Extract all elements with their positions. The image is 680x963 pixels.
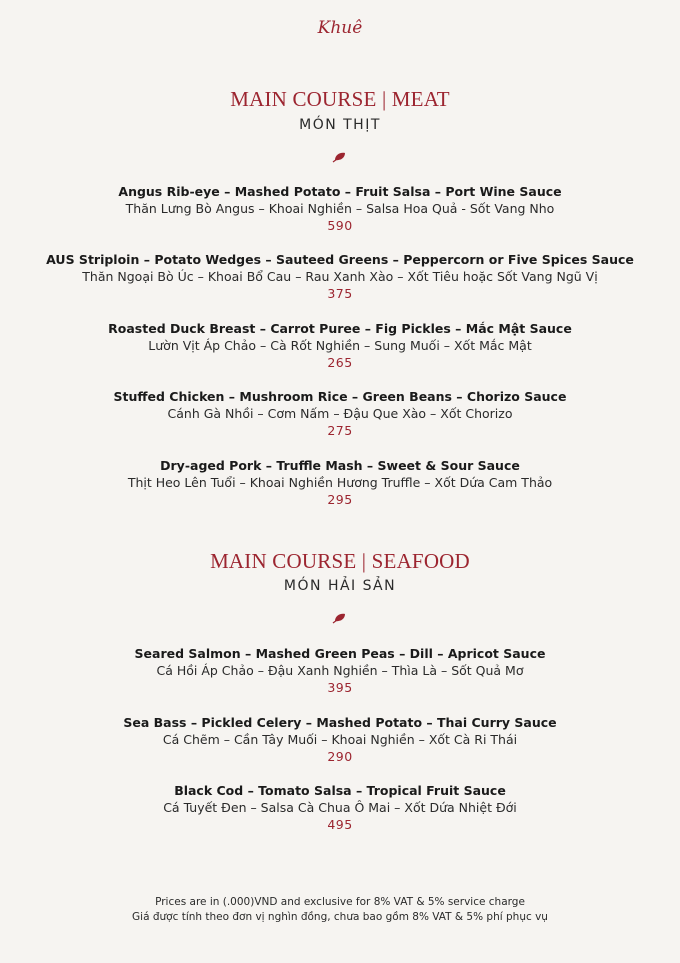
dish-price: 265 [327,355,353,370]
dish-item [0,388,680,439]
price-note-vi: Giá được tính theo đơn vị nghìn đồng, chưa bao gồm 8% VAT & 5% phí phục vụ [132,911,548,923]
dish-name-vi: Lườn Vịt Áp Chảo – Cà Rốt Nghiền – Sung Muối – Xốt Mắc Mật [148,338,532,353]
dish-name-en: AUS Striploin – Potato Wedges – Sauteed Greens – Peppercorn or Five Spices Sauce [46,252,634,267]
dish-price: 590 [327,218,353,233]
dish-name-vi: Thăn Lưng Bò Angus – Khoai Nghiền – Salsa Hoa Quả - Sốt Vang Nho [125,201,555,216]
dish-price: 275 [327,423,353,438]
dish-item [0,320,680,371]
dish-price: 295 [327,492,353,507]
dish-item [0,714,680,765]
dish-name-vi: Cá Hồi Áp Chảo – Đậu Xanh Nghiền – Thìa Là – Sốt Quả Mơ [156,663,524,678]
dish-name-en: Dry-aged Pork – Truffle Mash – Sweet & Sour Sauce [160,458,520,473]
price-note [0,895,680,925]
section-title-seafood: MAIN COURSE | SEAFOOD [210,549,470,573]
dish-name-vi: Thịt Heo Lên Tuổi – Khoai Nghiền Hương Truffle – Xốt Dứa Cam Thảo [127,475,553,490]
leaf-icon [332,151,348,163]
dish-name-vi: Thăn Ngoại Bò Úc – Khoai Bổ Cau – Rau Xanh Xào – Xốt Tiêu hoặc Sốt Vang Ngũ Vị [82,269,598,284]
dish-name-vi: Cánh Gà Nhồi – Cơm Nấm – Đậu Que Xào – Xốt Chorizo [167,406,513,421]
dish-item [0,251,680,302]
dish-name-vi: Cá Chẽm – Cần Tây Muối – Khoai Nghiền – Xốt Cà Ri Thái [162,732,518,747]
dish-name-en: Stuffed Chicken – Mushroom Rice – Green Beans – Chorizo Sauce [113,389,567,404]
dish-item [0,645,680,696]
dish-price: 375 [327,286,353,301]
section-title-meat: MAIN COURSE | MEAT [230,87,450,111]
leaf-icon [332,612,348,624]
dish-item [0,782,680,833]
dish-price: 495 [327,817,353,832]
dish-name-en: Roasted Duck Breast – Carrot Puree – Fig Pickles – Mắc Mật Sauce [108,321,572,336]
section-subtitle-seafood: MÓN HẢI SẢN [283,578,397,594]
dish-price: 395 [327,680,353,695]
price-note-en: Prices are in (.000)VND and exclusive for 8% VAT & 5% service charge [155,896,525,908]
dish-name-vi: Cá Tuyết Đen – Salsa Cà Chua Ô Mai – Xốt Dứa Nhiệt Đới [163,800,517,815]
dish-name-en: Sea Bass – Pickled Celery – Mashed Potato – Thai Curry Sauce [123,715,557,730]
dish-item [0,183,680,234]
dish-name-en: Seared Salmon – Mashed Green Peas – Dill – Apricot Sauce [134,646,546,661]
dish-name-en: Angus Rib-eye – Mashed Potato – Fruit Salsa – Port Wine Sauce [118,184,562,199]
restaurant-logo: Khuê [317,18,363,38]
dish-price: 290 [327,749,353,764]
dish-name-en: Black Cod – Tomato Salsa – Tropical Fruit Sauce [174,783,506,798]
section-subtitle-meat: MÓN THỊT [299,117,381,133]
dish-item [0,457,680,508]
